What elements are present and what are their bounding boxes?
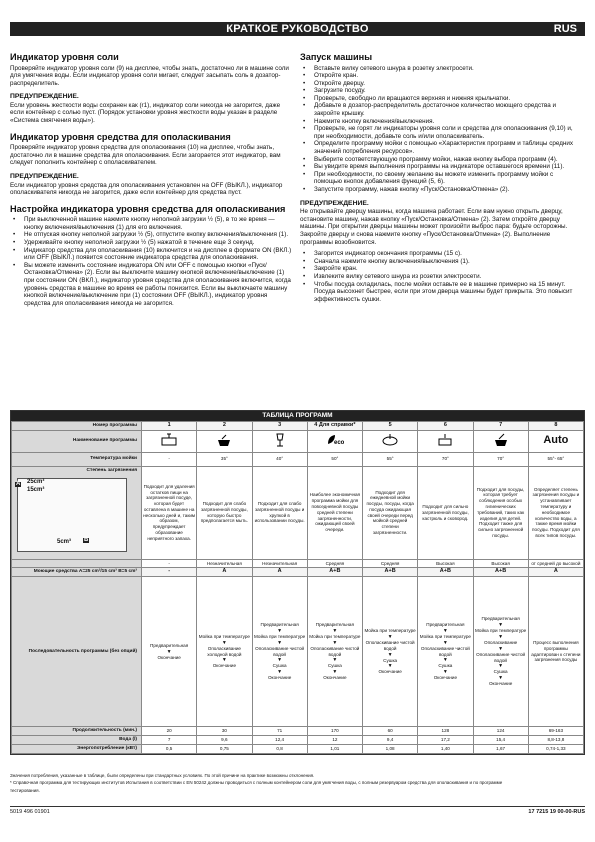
compartment-b: 5cm³ [57, 538, 72, 545]
load-level: от средней до высокой [528, 559, 583, 568]
eco-icon [326, 432, 344, 448]
list-item: • Вы увидите время выполнения программы на индикаторе оставшегося времени (11). [300, 163, 582, 171]
list-item: • Нажмите кнопку включения/выключения. [300, 118, 582, 126]
duration-value: 71 [252, 727, 307, 736]
sequence-cell [252, 577, 307, 727]
temperature: 35° [197, 452, 252, 466]
list-item: • Закройте кран. [300, 265, 582, 273]
duration-value: 69-163 [528, 727, 583, 736]
down-arrow-icon: ▼ [166, 648, 172, 655]
sequence-step: Ополаскивание холодной водой [207, 645, 242, 657]
detergent-code: A [252, 568, 307, 577]
detergent-code: A+B [473, 568, 528, 577]
rinse-title: Индикатор уровня средства для ополаскивания [10, 131, 231, 142]
sequence-cell [307, 577, 362, 727]
soil-description: Подходит для слабо загрязненной посуды, которую быстро предполагается мыть. [197, 466, 252, 559]
table-row [12, 430, 584, 452]
program-number: 4 Для справки* [307, 422, 362, 431]
setup-title: Настройка индикатора уровня средства для ополаскивания [10, 203, 286, 214]
sequence-step: Сушка [272, 663, 287, 669]
sequence-step: Ополаскивание чистой водой [255, 645, 305, 657]
compartment-a2: 15cm³ [27, 486, 45, 493]
pot-heavy-icon [492, 432, 510, 448]
basket-illustration [13, 476, 137, 558]
table-row [12, 466, 584, 559]
water-value: 9,4 [363, 735, 418, 744]
warning-text: Не открывайте дверцу машины, когда машина работает. Если вам нужно открыть дверцу, остановите машину, нажав кнопку «Пуск/Остановка/Отмена» (2). Затем откройте дверцу машины. При открытии дверцы машины может произойти выброс пара: будьте осторожны. Закройте дверцу и снова нажмите кнопку «Пуск/Остановка/Отмена» (2). Выполнение программы возобновится. [300, 208, 568, 246]
list-item: • Определите программу мойки с помощью «Характеристик программ и таблицы средних значений потребления ресурсов». [300, 140, 582, 155]
sequence-step: Предварительная [150, 642, 189, 648]
duration-value: 128 [418, 727, 473, 736]
down-arrow-icon: ▼ [277, 669, 283, 676]
sequence-cell [363, 577, 418, 727]
rinse-warning-text: Если индикатор уровня средства для ополаскивания установлен на OFF (ВЫКЛ.), индикатор ополаскивателя никогда не загорится, даже если контейнер для средства пуст. [10, 181, 283, 197]
detergent-code: A [197, 568, 252, 577]
sequence-cell [142, 577, 197, 727]
table-row [12, 735, 584, 744]
program-number: 2 [197, 422, 252, 431]
soil-description: Подходит для посуды, которая требует соблюдения особых гигиенических требований, таких как изделия для детей. Подходит также для сильно загрязненной посуды. [473, 466, 528, 559]
energy-value: 1,08 [363, 744, 418, 753]
detergent-code: A [528, 568, 583, 577]
energy-value: 0,74-1,33 [528, 744, 583, 753]
duration-value: 60 [363, 727, 418, 736]
program-table [10, 410, 585, 755]
load-level: Средняя [363, 559, 418, 568]
sequence-step: Мойка при температуре [419, 634, 471, 640]
sequence-step: Мойка при температуре [309, 634, 361, 640]
footer-divider [10, 806, 585, 807]
energy-value: 1,01 [307, 744, 362, 753]
list-item: • Откройте кран. [300, 72, 582, 80]
rinse-warning-title: ПРЕДУПРЕЖДЕНИЕ. [10, 172, 79, 180]
table-row [12, 559, 584, 568]
sequence-step: Окончание [267, 675, 292, 681]
temperature: 70° [473, 452, 528, 466]
down-arrow-icon: ▼ [498, 645, 504, 652]
water-value: 17,2 [418, 735, 473, 744]
sequence-step: Сушка [438, 663, 453, 669]
salt-text: Проверяйте индикатор уровня соли (9) на дисплее, чтобы знать, достаточно ли в машине соли для умягчения воды. Если индикатор уровня соли мигает, следует засыпать соль в дозатор-распределитель. [10, 64, 289, 87]
list-item: • При необходимости, по своему желанию вы можете изменить программу мойки с помощью кнопок добавления функций (5, 6). [300, 171, 582, 186]
down-arrow-icon: ▼ [277, 657, 283, 664]
detergent-code: - [142, 568, 197, 577]
temperature: - [142, 452, 197, 466]
down-arrow-icon: ▼ [221, 639, 227, 646]
doc-code-left: 5019 496 01901 [10, 809, 50, 815]
down-arrow-icon: ▼ [387, 651, 393, 658]
sequence-step: Окончание [433, 675, 458, 681]
duration-value: 124 [473, 727, 528, 736]
list-item: • Извлеките вилку сетевого шнура из розетки электросети. [300, 273, 582, 281]
pan-icon [436, 432, 454, 448]
list-item: • Не отпуская кнопку неполной загрузки ½ (5), отпустите кнопку включения/выключения (1). [10, 231, 292, 239]
warning-title: ПРЕДУПРЕЖДЕНИЕ. [300, 199, 369, 207]
down-arrow-icon: ▼ [332, 657, 338, 664]
list-item: • Вы можете изменить состояние индикатора ON или OFF с помощью кнопки «Пуск/Остановка/Отмена» (2). Если вы выключите машину кнопкой включение/выключение (1) при состоянии ON (ВКЛ.), индикатор уровня средства для ополаскивания включится, когда уровень средства в машине во время ее работы понизится. Если вы выключаете машину кнопкой включение/выключение при (1) состоянии OFF (ВЫКЛ.), индикатор уровня средства для ополаскивания никогда не загорится. [10, 262, 292, 308]
list-item: • Индикатор средства для ополаскивания (10) включится и на дисплее в формате ON (ВКЛ.) или OFF (ВЫКЛ.) появится состояние индикатора средства для ополаскивания. [10, 247, 292, 262]
sequence-step: Окончание [488, 681, 513, 687]
sequence-step: Предварительная [260, 622, 299, 628]
auto-icon: Auto [543, 433, 569, 446]
temperature: 55°- 65° [528, 452, 583, 466]
down-arrow-icon: ▼ [277, 639, 283, 646]
list-item: • Добавьте в дозатор-распределитель достаточное количество моющего средства и закройте крышку. [300, 102, 582, 117]
sequence-step: Окончание [323, 675, 347, 681]
soil-description: Подходит для удаления остатков пищи на загрязненной посуде, которая будет оставлена в машине на несколько дней и, таким образом, предупреждает образование неприятного запаха. [142, 466, 197, 559]
sink-icon [160, 432, 178, 448]
list-item: • Чтобы посуда охладилась, после мойки оставьте ее в машине примерно на 15 минут. Посуда высохнет быстрее, если при этом дверца машины будет прикрыта. Это повысит эффективность сушки. [300, 281, 582, 304]
plate-icon [381, 432, 399, 448]
program-number: 5 [363, 422, 418, 431]
down-arrow-icon: ▼ [442, 657, 448, 664]
down-arrow-icon: ▼ [221, 657, 227, 664]
table-row [12, 727, 584, 736]
row-label-soil [12, 466, 142, 559]
sequence-step: Мойка при температуре [364, 628, 416, 634]
soil-description: Подходит для сильно загрязненной посуды, кастрюль и сковород. [418, 466, 473, 559]
load-level: Незначительная [252, 559, 307, 568]
list-item: • При выключенной машине нажмите кнопку неполной загрузки ½ (5), в то же время — кнопку включения/выключения (1) для его включения. [10, 216, 292, 231]
program-number: 3 [252, 422, 307, 431]
detergent-code: A+B [363, 568, 418, 577]
down-arrow-icon: ▼ [332, 639, 338, 646]
program-number: 8 [528, 422, 583, 431]
duration-value: 20 [142, 727, 197, 736]
sequence-cell [197, 577, 252, 727]
energy-value: 0,8 [252, 744, 307, 753]
energy-value: 1,40 [418, 744, 473, 753]
load-level: Высокая [473, 559, 528, 568]
down-arrow-icon: ▼ [332, 628, 338, 635]
right-column [300, 52, 582, 303]
table-row [12, 422, 584, 431]
load-level: Высокая [418, 559, 473, 568]
list-item: • Загрузите посуду. [300, 87, 582, 95]
row-label: Продолжительность (мин.) [12, 727, 142, 736]
table-row [12, 744, 584, 753]
sequence-step: Сушка [383, 657, 398, 663]
sequence-step: Ополаскивание чистой водой [365, 639, 415, 651]
down-arrow-icon: ▼ [498, 675, 504, 682]
page-title: КРАТКОЕ РУКОВОДСТВО [226, 23, 369, 35]
load-level: - [142, 559, 197, 568]
temperature: 55° [363, 452, 418, 466]
temperature: 50° [307, 452, 362, 466]
left-column [10, 52, 292, 307]
load-level: Средняя [307, 559, 362, 568]
down-arrow-icon: ▼ [387, 663, 393, 670]
header-bar [10, 22, 585, 36]
list-item: • Удерживайте кнопку неполной загрузки ½ (5) нажатой в течение еще 3 секунд. [10, 239, 292, 247]
rinse-text: Проверяйте индикатор уровня средства для ополаскивания (10) на дисплее, чтобы знать, достаточно ли в машине средства для ополаскивания. Если загорается этот индикатор, вам следует пополнить контейнер с ополаскивателем. [10, 144, 281, 167]
footnote-1: Значения потребления, указанные в таблице, были определены при стандартных условиях. По этой причине на практике возможны отклонения. [10, 773, 315, 778]
down-arrow-icon: ▼ [442, 669, 448, 676]
row-label: Моющие средства A=25 cm³/15 cm³ B=5 cm³ [12, 568, 142, 577]
salt-warning-title: ПРЕДУПРЕЖДЕНИЕ. [10, 93, 79, 101]
salt-warning-text: Если уровень жесткости воды сохранен как (r1), индикатор соли никогда не загорится, даже если контейнер с солью пуст. (Порядок установки уровня жесткости воды указан в разделе «Система смягчения воды»). [10, 101, 281, 125]
down-arrow-icon: ▼ [387, 633, 393, 640]
list-item: • Запустите программу, нажав кнопку «Пуск/Остановка/Отмена» (2). [300, 186, 582, 194]
energy-value: 0,5 [142, 744, 197, 753]
sequence-step: Мойка при температуре [475, 628, 527, 634]
down-arrow-icon: ▼ [442, 628, 448, 635]
down-arrow-icon: ▼ [277, 628, 283, 635]
temperature: 40° [252, 452, 307, 466]
footer [10, 809, 585, 815]
sequence-step: Предварительная [481, 616, 520, 622]
detergent-code: A+B [418, 568, 473, 577]
program-number: 1 [142, 422, 197, 431]
glass-icon [271, 432, 289, 448]
row-label: Последовательность программы (без опций) [12, 577, 142, 727]
footnote-3: тестирования. [10, 788, 40, 793]
sequence-step: Ополаскивание чистой водой [310, 645, 360, 657]
down-arrow-icon: ▼ [498, 622, 504, 629]
sequence-step: Окончание [212, 663, 237, 669]
sequence-cell [473, 577, 528, 727]
sequence-cell [418, 577, 473, 727]
table-title: ТАБЛИЦА ПРОГРАММ [11, 411, 584, 421]
row-label: Наименование программы [12, 430, 142, 452]
row-label: Степень загрязнения [86, 467, 137, 473]
load-level: Незначительная [197, 559, 252, 568]
sequence-step: Ополаскивание чистой водой [476, 651, 526, 663]
program-number: 7 [473, 422, 528, 431]
detergent-code: A+B [307, 568, 362, 577]
table-row [12, 452, 584, 466]
svg-text:eco: eco [333, 440, 344, 447]
sequence-step: Ополаскивание чистой водой [420, 645, 470, 657]
water-value: 9,6 [197, 735, 252, 744]
down-arrow-icon: ▼ [498, 663, 504, 670]
row-label [12, 559, 142, 568]
sequence-step: Окончание [378, 669, 402, 675]
list-item: • Проверьте, свободно ли вращаются верхняя и нижняя крыльчатки. [300, 95, 582, 103]
sequence-step: Окончание [157, 654, 181, 660]
sequence-step: Ополаскивание [484, 639, 518, 645]
duration-value: 30 [197, 727, 252, 736]
start-title: Запуск машины [300, 52, 373, 62]
energy-value: 1,67 [473, 744, 528, 753]
pot-icon [215, 432, 233, 448]
program-number: 6 [418, 422, 473, 431]
start-list [300, 65, 582, 194]
down-arrow-icon: ▼ [442, 639, 448, 646]
sequence-step: Мойка при температуре [254, 634, 306, 640]
water-value: 15,4 [473, 735, 528, 744]
sequence-step: Предварительная [426, 622, 465, 628]
table-row [12, 577, 584, 727]
compartment-a-tag: A [16, 480, 21, 487]
sequence-step: Сушка [493, 669, 508, 675]
down-arrow-icon: ▼ [332, 669, 338, 676]
energy-value: 0,75 [197, 744, 252, 753]
doc-code-right: 17 7215 19 00-00-RUS [528, 809, 585, 815]
setup-list [10, 216, 292, 307]
sequence-step: Предварительная [315, 622, 354, 628]
temperature: 70° [418, 452, 473, 466]
compartment-a1: 25cm³ [27, 478, 45, 485]
sequence-step: Мойка при температуре [198, 634, 250, 640]
soil-description: Подходит для ежедневной мойки посуды, посуды, когда посуда ожидающая своей очереди перед мойкой средней степени загрязненности. [363, 466, 418, 559]
row-label: Вода (l) [12, 735, 142, 744]
list-item: • Загорится индикатор окончания программы (15 c). [300, 250, 582, 258]
row-label: Энергопотребление (кВт) [12, 744, 142, 753]
soil-description: Подходит для слабо загрязненной посуды и хрупкой в использовании посуды. [252, 466, 307, 559]
down-arrow-icon: ▼ [498, 633, 504, 640]
table-row [12, 568, 584, 577]
row-label: Температура мойки [12, 452, 142, 466]
salt-title: Индикатор уровня соли [10, 52, 119, 62]
list-item: • Сначала нажмите кнопку включения/выключения (1). [300, 258, 582, 266]
language-code: RUS [553, 23, 577, 35]
soil-description: Наиболее экономичная программа мойки для повседневной посуды средней степени загрязненности, ожидающей своей очереди. [307, 466, 362, 559]
row-label: Номер программы [12, 422, 142, 431]
list-item: • Проверьте, не горят ли индикаторы уровня соли и средства для ополаскивания (9,10) и, при необходимости, добавьте соль и/или ополаскиватель. [300, 125, 582, 140]
list-item: • Откройте дверцу. [300, 80, 582, 88]
compartment-b-tag: B [84, 536, 89, 543]
sequence-step: Сушка [327, 663, 342, 669]
duration-value: 170 [307, 727, 362, 736]
list-item: • Выберите соответствующую программу мойки, нажав кнопку выбора программ (4). [300, 156, 582, 164]
water-value: 8,8-13,8 [528, 735, 583, 744]
list-item: • Вставьте вилку сетевого шнура в розетку электросети. [300, 65, 582, 73]
water-value: 12,4 [252, 735, 307, 744]
end-list [300, 250, 582, 303]
soil-description: Определяет степень загрязнения посуды и устанавливает температуру и необходимое количество воды, а также время мойки посуды. Подходит для всех типов посуды. [528, 466, 583, 559]
sequence-step: Процесс выполнения программы адаптирован к степени загрязнения посуды [531, 640, 581, 663]
water-value: 7 [142, 735, 197, 744]
sequence-cell [528, 577, 583, 727]
water-value: 12 [307, 735, 362, 744]
footnote-2: * Справочная программа для тестирующих институтов Испытания в соответствии с EN 50242 должны проводиться с полным контейнером соли для умягчения воды, с полным резервуаром средства для ополаскивания и по программе [10, 780, 503, 785]
